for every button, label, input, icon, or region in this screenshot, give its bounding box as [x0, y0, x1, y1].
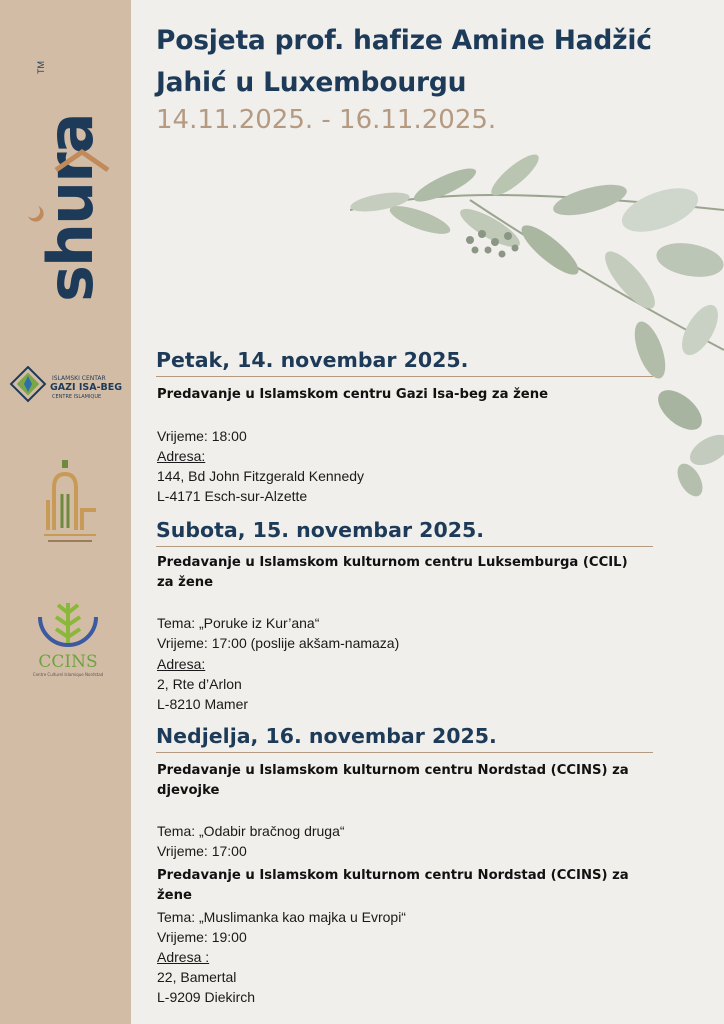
gazi-isa-beg-logo: [8, 366, 124, 406]
event-title: Predavanje u Islamskom kulturnom centru Nordstad (CCINS) za žene: [157, 868, 629, 903]
shura-logo-text: shura: [34, 114, 107, 302]
day-heading-friday: Petak, 14. novembar 2025.: [156, 346, 653, 377]
svg-text:ISLAMSKI CENTAR: ISLAMSKI CENTAR: [52, 375, 106, 382]
address-line: L-9209 Diekirch: [157, 989, 256, 1005]
ccins-logo: [28, 595, 108, 680]
svg-text:CENTRE ISLAMIQUE: CENTRE ISLAMIQUE: [52, 394, 102, 400]
event-title: Predavanje u Islamskom kulturnom centru Luksemburga (CCIL) za žene: [157, 555, 628, 590]
address-line: L-4171 Esch-sur-Alzette: [157, 488, 308, 504]
address-label: Adresa :: [157, 949, 210, 965]
svg-text:TM: TM: [36, 61, 46, 74]
eucalyptus-leaves-decoration: [350, 150, 724, 500]
event-title: Predavanje u Islamskom centru Gazi Isa-beg za žene: [157, 387, 549, 402]
event-time: Vrijeme: 18:00: [157, 428, 247, 444]
event-dates: 14.11.2025. - 16.11.2025.: [156, 105, 497, 135]
svg-text:CCINS: CCINS: [38, 652, 98, 672]
address-line: 144, Bd John Fitzgerald Kennedy: [157, 468, 365, 484]
event-time: Vrijeme: 17:00 (poslije akšam-namaza): [157, 635, 400, 651]
address-line: 22, Bamertal: [157, 969, 237, 985]
event-title: Predavanje u Islamskom kulturnom centru Nordstad (CCINS) za djevojke: [157, 763, 629, 798]
page-title: Posjeta prof. hafize Amine Hadžić Jahić u Luxembourgu: [156, 25, 652, 98]
sidebar: [0, 0, 131, 1024]
address-label: Adresa:: [157, 448, 206, 464]
address-line: L-8210 Mamer: [157, 696, 249, 712]
event-topic: Tema: „Muslimanka kao majka u Evropi“: [157, 909, 406, 925]
address-line: 2, Rte d’Arlon: [157, 676, 242, 692]
event-topic: Tema: „Poruke iz Kur’ana“: [157, 615, 320, 631]
svg-text:GAZI ISA-BEG: GAZI ISA-BEG: [50, 382, 123, 393]
event-time: Vrijeme: 19:00: [157, 929, 247, 945]
day-heading-saturday: Subota, 15. novembar 2025.: [156, 516, 653, 547]
day-heading-sunday: Nedjelja, 16. novembar 2025.: [156, 722, 653, 753]
shura-logo: [0, 30, 131, 320]
centre-culturel-islamique-logo: [40, 458, 100, 548]
address-label: Adresa:: [157, 656, 206, 672]
event-topic: Tema: „Odabir bračnog druga“: [157, 823, 345, 839]
svg-text:Centre Culturel Islamique Nord: Centre Culturel Islamique Nordstad: [32, 672, 104, 677]
event-time: Vrijeme: 17:00: [157, 843, 247, 859]
